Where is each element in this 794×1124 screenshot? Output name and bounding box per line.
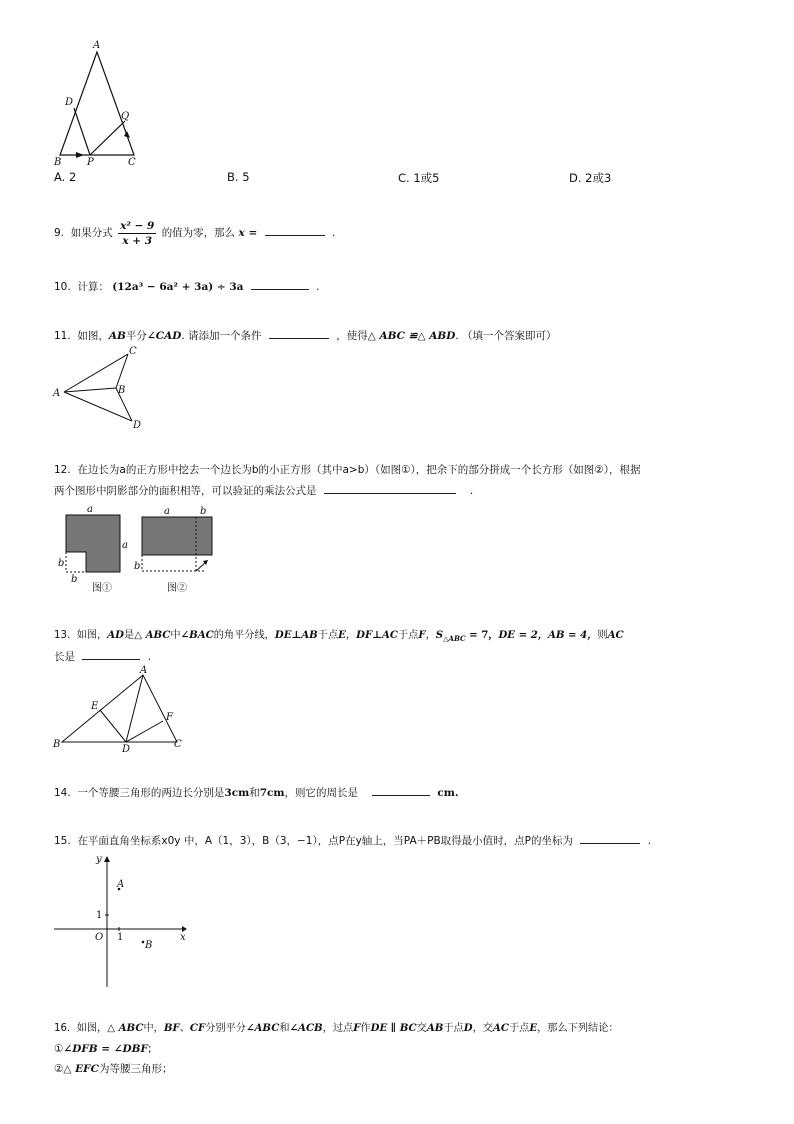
q12-figures [54, 502, 224, 597]
q14-v1: 3cm [224, 787, 250, 799]
q11-answer-blank[interactable] [269, 326, 329, 339]
q16-m4: ∠ABC [245, 1022, 280, 1034]
q13-t7: ， [425, 630, 436, 641]
q15 [54, 831, 651, 851]
q13-m2: △ ABC [134, 629, 171, 641]
q11-label-C: C [129, 346, 137, 357]
q16-line1 [54, 1018, 619, 1039]
q8-figure [50, 38, 150, 168]
q15-label-x: x [180, 932, 186, 943]
q13-m11: AB = 4， [547, 629, 598, 641]
q14 [54, 783, 459, 803]
q12-line2 [54, 481, 473, 501]
q13-t4: 于点 [317, 630, 339, 641]
q16-conclusion-2 [54, 1059, 172, 1079]
q8-option-d[interactable]: D. 2或3 [569, 171, 612, 185]
q10 [54, 277, 319, 297]
q13-answer-blank[interactable] [82, 647, 140, 660]
q13-m7: F [418, 629, 426, 641]
q16-m7: DE ∥ BC [370, 1022, 417, 1034]
q12-end: . [469, 485, 474, 497]
q11-math-a: AB [108, 330, 126, 342]
q15-label-one-y: 1 [96, 910, 103, 921]
q13-t6: 于点 [397, 630, 419, 641]
q12-fig1-a-right: a [122, 540, 128, 551]
q13-label-B: B [53, 739, 61, 750]
q13-label-A: A [140, 665, 148, 676]
q14-text-a: 一个等腰三角形的两边长分别是 [77, 787, 225, 799]
q16-m11: E [529, 1022, 538, 1034]
q16-c1-mark: ① [54, 1043, 64, 1055]
q16-t10: ，交 [472, 1023, 493, 1034]
q16-t4: 分别平分 [205, 1023, 246, 1034]
q11-text-c: . 请添加一个条件 [181, 330, 262, 342]
q9-variable: x = [238, 227, 258, 239]
q13-m6: DF⊥AC [356, 629, 398, 641]
q16-t9: 于点 [443, 1023, 464, 1034]
q12-number: 12. [54, 464, 71, 476]
q9-end: . [331, 227, 336, 239]
q13-m9: = 7， [465, 629, 499, 641]
q8-label-B: B [54, 157, 62, 168]
q8-label-Q: Q [121, 111, 130, 122]
q15-text: 在平面直角坐标系x0y 中，A（1，3），B（3，−1），点P在y轴上，当PA＋PB取得最小值时，点P的坐标为 [77, 835, 573, 847]
q14-unit: cm. [437, 787, 459, 799]
q14-answer-blank[interactable] [372, 783, 430, 796]
q16-t11: 于点 [508, 1023, 530, 1034]
q13-m12: AC [607, 629, 624, 641]
q13-t0: 如图， [76, 630, 108, 641]
q12-fig1-b-left: b [58, 558, 65, 569]
q12-fig2-caption: 图② [167, 583, 187, 594]
q11-text-a: 如图， [77, 330, 109, 342]
q13-figure [50, 663, 195, 755]
q15-label-y: y [96, 854, 102, 865]
q16-c1-end: ; [148, 1043, 152, 1055]
q13-label-F: F [166, 712, 173, 723]
q15-label-O: O [95, 932, 104, 943]
q9-fraction [118, 219, 156, 248]
q11-number: 11. [54, 330, 71, 342]
q14-number: 14. [54, 787, 71, 799]
q13-m8sub: △ABC [443, 634, 466, 644]
q11-math-c: △ ABC ≌△ ABD [367, 330, 456, 342]
q16-m8: AB [426, 1022, 444, 1034]
q13-line2-text: 长是 [54, 651, 75, 663]
q8-option-c[interactable]: C. 1或5 [398, 171, 440, 185]
q9-numerator: x² − 9 [120, 219, 155, 232]
q16-t12: ，那么下列结论： [537, 1023, 619, 1034]
q11-math-b: ∠CAD [146, 330, 182, 342]
q13-label-E: E [91, 701, 99, 712]
q12-text-1: 在边长为a的正方形中挖去一个边长为b的小正方形（其中a>b）（如图①），把余下的部分拼成一个长方形（如图②），根据 [77, 464, 641, 476]
q13-m10: DE = 2， [498, 629, 548, 641]
q12-answer-blank[interactable] [324, 481, 456, 494]
q12-fig2-a-top: a [164, 506, 170, 517]
q16-m3: CF [189, 1022, 206, 1034]
q16-c2-a: △ EFC [63, 1063, 99, 1075]
q8-label-A: A [93, 40, 101, 51]
q13-line1 [54, 625, 624, 649]
q13-m1: AD [107, 629, 124, 641]
q15-number: 15. [54, 835, 71, 847]
q13-label-C: C [174, 739, 182, 750]
q16-c2-b: 为等腰三角形； [98, 1063, 173, 1075]
q11-label-D: D [133, 420, 142, 431]
q10-text: 计算： [77, 281, 109, 293]
q9 [54, 218, 335, 248]
q13-m8: S [435, 629, 444, 641]
q15-label-one-x: 1 [117, 932, 124, 943]
q14-v2: 7cm [259, 787, 285, 799]
q8-option-b[interactable]: B. 5 [227, 170, 250, 184]
q12-line1 [54, 460, 640, 480]
q13-t5: ， [345, 630, 357, 641]
q12-fig1-caption: 图① [92, 583, 112, 594]
q10-end: . [316, 281, 320, 293]
q15-label-B: B [145, 940, 153, 951]
q10-answer-blank[interactable] [251, 277, 309, 290]
q16-m10: AC [492, 1022, 509, 1034]
q13-t8: 则 [597, 630, 608, 641]
q16-m9: D [463, 1022, 473, 1034]
q9-text-a: 如果分式 [70, 227, 113, 239]
q15-label-A: A [117, 879, 125, 890]
q11-text-d: ，使得 [336, 330, 368, 342]
q9-number: 9. [54, 227, 65, 239]
q16-m1: △ ABC [107, 1022, 144, 1034]
q16-c2-mark: ② [54, 1063, 64, 1075]
q13-number: 13. [54, 630, 71, 641]
q12-fig2-b-top: b [200, 506, 207, 517]
q16-conclusion-1 [54, 1039, 152, 1059]
q10-number: 10. [54, 281, 71, 293]
q16-c1: ∠DFB = ∠DBF [63, 1043, 148, 1055]
q16-number: 16. [54, 1023, 71, 1034]
q13-m5: E [338, 629, 346, 641]
q16-t2: 中， [143, 1023, 164, 1034]
q12-fig1-a-top: a [87, 504, 93, 515]
q8-option-a[interactable]: A. 2 [54, 170, 77, 184]
q13-m4: DE⊥AB [274, 629, 318, 641]
q13-t2: 中 [170, 630, 181, 641]
q9-text-b: 的值为零，那么 [161, 227, 236, 239]
q13-t3: 的角平分线， [213, 630, 275, 641]
q9-answer-blank[interactable] [265, 223, 325, 236]
q11-text-b: 平分 [125, 330, 147, 342]
q12-fig1-b-bottom: b [71, 574, 78, 585]
q16-t3: 、 [179, 1023, 190, 1034]
q15-answer-blank[interactable] [580, 831, 640, 844]
q12-text-2: 两个图形中阴影部分的面积相等，可以验证的乘法公式是 [54, 485, 317, 497]
q16-m5: ∠ACB [289, 1022, 323, 1034]
q13-t1: 是 [124, 630, 135, 641]
q13-m3: ∠BAC [180, 629, 214, 641]
q16-t7: 作 [360, 1023, 371, 1034]
q14-t3: ，则它的周长是 [284, 787, 359, 799]
q14-t2: 和 [249, 787, 260, 799]
q12-fig2-b-left: b [134, 561, 141, 572]
q8-label-P: P [87, 157, 94, 168]
q13-label-D: D [122, 744, 131, 755]
q13-end: . [147, 651, 152, 663]
q16-t1: 如图， [76, 1023, 108, 1034]
q9-denominator: x + 3 [122, 234, 153, 247]
q16-t5: 和 [279, 1023, 290, 1034]
q11-text-e: . （填一个答案即可） [455, 330, 557, 342]
q16-t8: 交 [416, 1023, 427, 1034]
q8-label-C: C [128, 157, 136, 168]
q15-end: . [647, 835, 652, 847]
q16-m6: F [353, 1022, 361, 1034]
q11-figure [50, 343, 160, 433]
q11-label-A: A [53, 388, 61, 399]
q8-label-D: D [65, 97, 74, 108]
q10-expression: (12a³ − 6a² + 3a) ÷ 3a [112, 281, 244, 293]
q16-t6: ，过点 [322, 1023, 354, 1034]
q16-m2: BF [163, 1022, 180, 1034]
q15-figure [50, 850, 195, 992]
q11-label-B: B [118, 385, 126, 396]
